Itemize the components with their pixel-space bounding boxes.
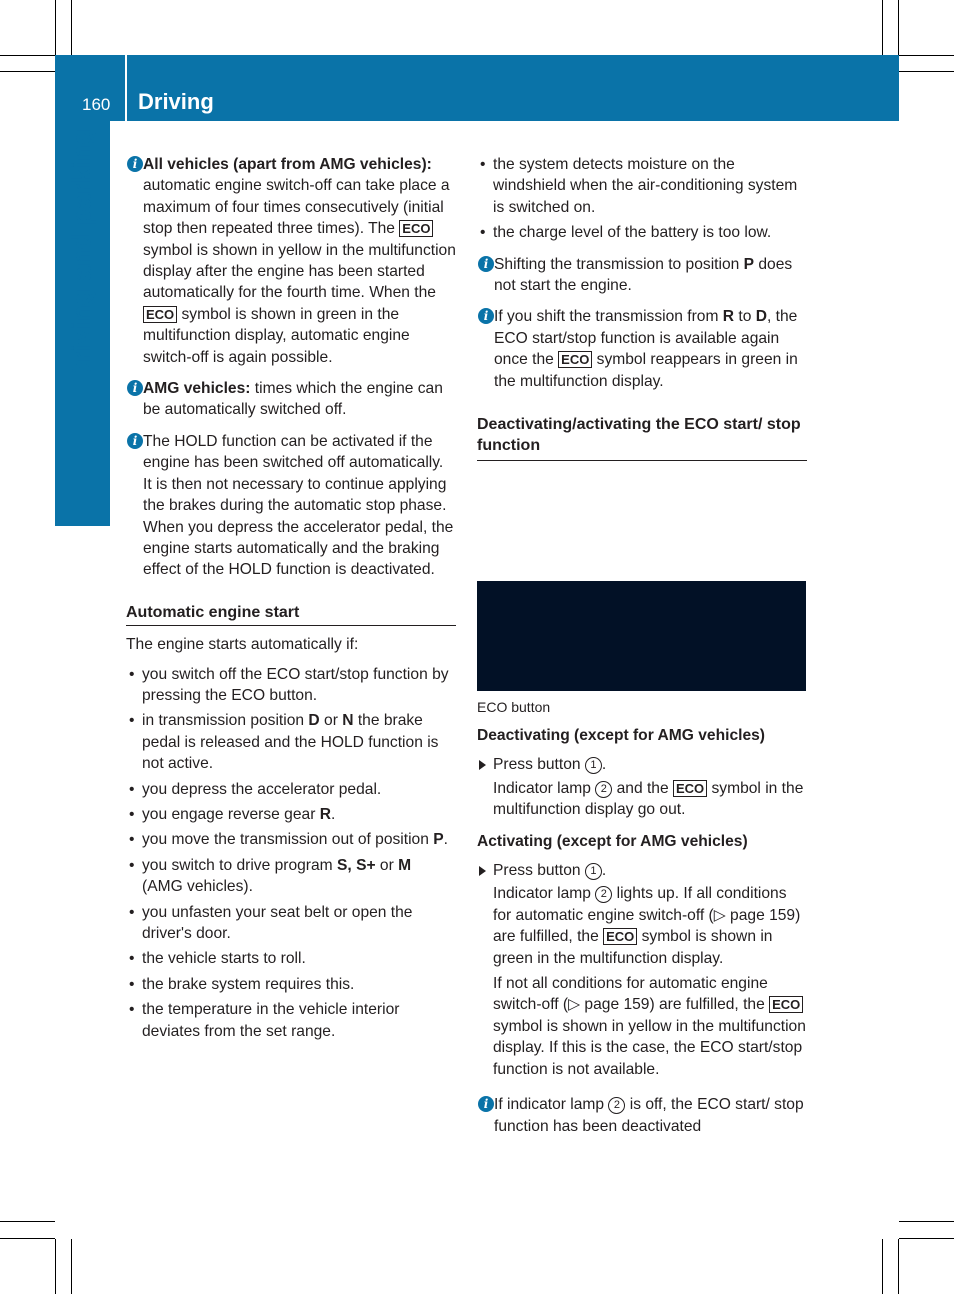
list-item-text: you engage reverse gear — [142, 805, 320, 823]
info-icon: i — [127, 380, 143, 396]
list-item — [126, 829, 456, 850]
list-item-text: the brake system requires this. — [142, 975, 355, 993]
info-note — [477, 306, 807, 392]
note-text: to — [734, 308, 756, 326]
list-item-text: the temperature in the vehicle interior deviates from the set range. — [142, 1001, 400, 1040]
crop-mark — [55, 1239, 56, 1294]
page-reference-link[interactable]: ▷ page 159 — [713, 906, 796, 924]
result-text: symbol is shown in green in the multifunction display. — [493, 928, 773, 967]
list-item-text: you depress the accelerator pedal. — [142, 780, 382, 798]
step-result — [477, 973, 807, 1080]
step-text: Press button — [493, 756, 585, 774]
step-result — [477, 883, 807, 969]
list-item-text: . — [443, 831, 448, 849]
note-text: times which the engine can be automatically switched off. — [143, 380, 443, 419]
step — [477, 754, 807, 775]
section-heading: Deactivating/activating the ECO start/ stop function — [477, 414, 807, 461]
list-item — [126, 804, 456, 825]
gear-letter: R — [319, 805, 331, 823]
note-text: symbol is shown in green in the multifunction display, automatic engine switch-off is again possible. — [143, 305, 410, 366]
list-item-text: you switch off the ECO start/stop function by pressing the ECO button. — [142, 665, 449, 704]
list-item-text: the vehicle starts to roll. — [142, 950, 306, 968]
gear-letter: R — [722, 308, 735, 326]
note-text: If indicator lamp — [494, 1096, 609, 1114]
gear-letter: D — [308, 712, 320, 730]
eco-symbol: ECO — [673, 780, 707, 797]
list-item — [126, 855, 456, 898]
note-text: is off, the ECO start/ stop function has been deactivated — [494, 1096, 804, 1135]
page-number: 160 — [82, 95, 111, 114]
program-letter: S, S+ — [337, 856, 376, 874]
list-item-text: you switch to drive program — [142, 856, 337, 874]
eco-symbol: ECO — [769, 996, 803, 1013]
callout-number: 1 — [585, 863, 602, 880]
list-item-text: (AMG vehicles). — [142, 878, 253, 896]
result-text: lights up. If all conditions for automatic engine switch-off ( — [493, 885, 787, 924]
note-bold: AMG vehicles: — [143, 380, 251, 398]
crop-mark — [0, 71, 55, 72]
info-icon: i — [127, 433, 143, 449]
list-item — [477, 154, 807, 218]
crop-mark — [899, 1221, 954, 1222]
note-bold: All vehicles (apart from AMG vehicles): — [143, 156, 432, 173]
list-item-text: the charge level of the battery is too low. — [493, 224, 772, 242]
note-text: symbol reappears in green in the multifunction display. — [494, 351, 798, 390]
note-text: The HOLD function can be activated if the engine has been switched off automatically. It is then not necessary to continue applying the brakes during the automatic stop phase. When you depress the accelerator pedal, the engine starts automatically and the braking effect of the HOLD function is deactivated. — [143, 432, 454, 579]
crop-mark — [882, 0, 883, 55]
callout-number: 2 — [595, 886, 612, 903]
list-item — [126, 999, 456, 1042]
crop-mark — [898, 0, 899, 55]
list-item — [126, 902, 456, 945]
header-divider — [125, 55, 127, 121]
note-text: If you shift the transmission from — [494, 308, 723, 326]
crop-mark — [71, 0, 72, 55]
subheading: Deactivating (except for AMG vehicles) — [477, 727, 765, 744]
step-text: . — [601, 756, 607, 774]
crop-mark — [0, 55, 55, 56]
result-text: Indicator lamp — [493, 885, 596, 903]
list-item-text: you move the transmission out of position — [142, 831, 434, 849]
note-text: Shifting the transmission to position — [494, 255, 744, 273]
info-icon: i — [478, 1096, 494, 1112]
note-text: symbol is shown in yellow in the multifunction display after the engine has been started automatically for the fourth time. When the — [143, 241, 456, 302]
list-item-text: in transmission position — [142, 712, 309, 730]
result-text: and the — [612, 779, 673, 797]
eco-symbol: ECO — [143, 306, 177, 323]
info-note — [126, 154, 456, 368]
info-note — [126, 378, 456, 421]
page-reference-link[interactable]: ▷ page 159 — [568, 996, 650, 1014]
chapter-label: Driving and parking — [66, 128, 97, 382]
info-note — [126, 431, 456, 581]
step — [477, 860, 807, 881]
eco-button-figure — [477, 581, 806, 691]
callout-number: 2 — [595, 781, 612, 798]
crop-mark — [55, 0, 56, 55]
list-item-text: or — [375, 856, 399, 874]
callout-number: 2 — [608, 1097, 625, 1114]
crop-mark — [898, 1239, 899, 1294]
step-result — [477, 778, 807, 821]
list-item-text: you unfasten your seat belt or open the driver's door. — [142, 903, 413, 942]
list-item — [126, 710, 456, 774]
note-text: automatic engine switch-off can take place a maximum of four times consecutively (initial stop then repeated three times). The — [143, 177, 450, 238]
crop-mark — [882, 1239, 883, 1294]
left-column — [126, 154, 456, 1042]
triangle-step-icon — [479, 760, 486, 770]
triangle-step-icon — [479, 866, 486, 876]
subheading: Activating (except for AMG vehicles) — [477, 832, 748, 850]
info-note — [477, 254, 807, 297]
crop-mark — [71, 1239, 72, 1294]
right-column — [477, 154, 807, 461]
gear-letter: P — [743, 255, 755, 273]
note-text: does not start the engine. — [494, 255, 793, 295]
list-item-text: the system detects moisture on the windshield when the air-conditioning system is switched on. — [493, 156, 798, 216]
info-icon: i — [478, 308, 494, 324]
program-letter: M — [398, 856, 412, 874]
result-text: Indicator lamp — [493, 779, 596, 797]
gear-letter: P — [433, 831, 444, 849]
result-text: ) are fulfilled, the — [649, 996, 770, 1014]
list-item — [126, 948, 456, 969]
gear-letter: D — [755, 308, 767, 326]
list-item-text: the brake pedal is released and the HOLD function is not active. — [142, 712, 439, 773]
info-note — [477, 1094, 807, 1137]
list-item — [126, 974, 456, 995]
intro-text: The engine starts automatically if: — [126, 636, 359, 654]
result-text: ) are fulfilled, the — [493, 906, 801, 946]
step-text: Press button — [493, 862, 585, 880]
callout-number: 1 — [585, 757, 602, 774]
eco-symbol: ECO — [399, 220, 433, 237]
result-text: symbol is shown in yellow in the multifunction display. If this is the case, the ECO start/stop function is not available. — [493, 1017, 806, 1078]
result-text: symbol in the multifunction display go out. — [493, 779, 804, 819]
list-item-text: or — [319, 712, 343, 730]
list-item — [126, 779, 456, 800]
crop-mark — [899, 1238, 954, 1239]
list-item — [126, 664, 456, 707]
gear-letter: N — [342, 712, 354, 730]
step-text: . — [601, 862, 607, 880]
crop-mark — [899, 71, 954, 72]
eco-symbol: ECO — [558, 351, 592, 368]
list-item — [477, 222, 807, 243]
section-title: Driving — [138, 89, 214, 114]
list-item-text: . — [330, 805, 336, 823]
crop-mark — [0, 1238, 55, 1239]
crop-mark — [0, 1221, 55, 1222]
eco-symbol: ECO — [603, 928, 637, 945]
right-column-lower — [477, 725, 807, 1137]
note-text: , the ECO start/stop function is available again once the — [494, 308, 798, 369]
info-icon: i — [127, 156, 143, 172]
figure-caption: ECO button — [477, 699, 551, 715]
result-text: If not all conditions for automatic engine switch-off ( — [493, 975, 768, 1014]
section-heading: Automatic engine start — [126, 602, 456, 626]
info-icon: i — [478, 256, 494, 272]
crop-mark — [899, 55, 954, 56]
